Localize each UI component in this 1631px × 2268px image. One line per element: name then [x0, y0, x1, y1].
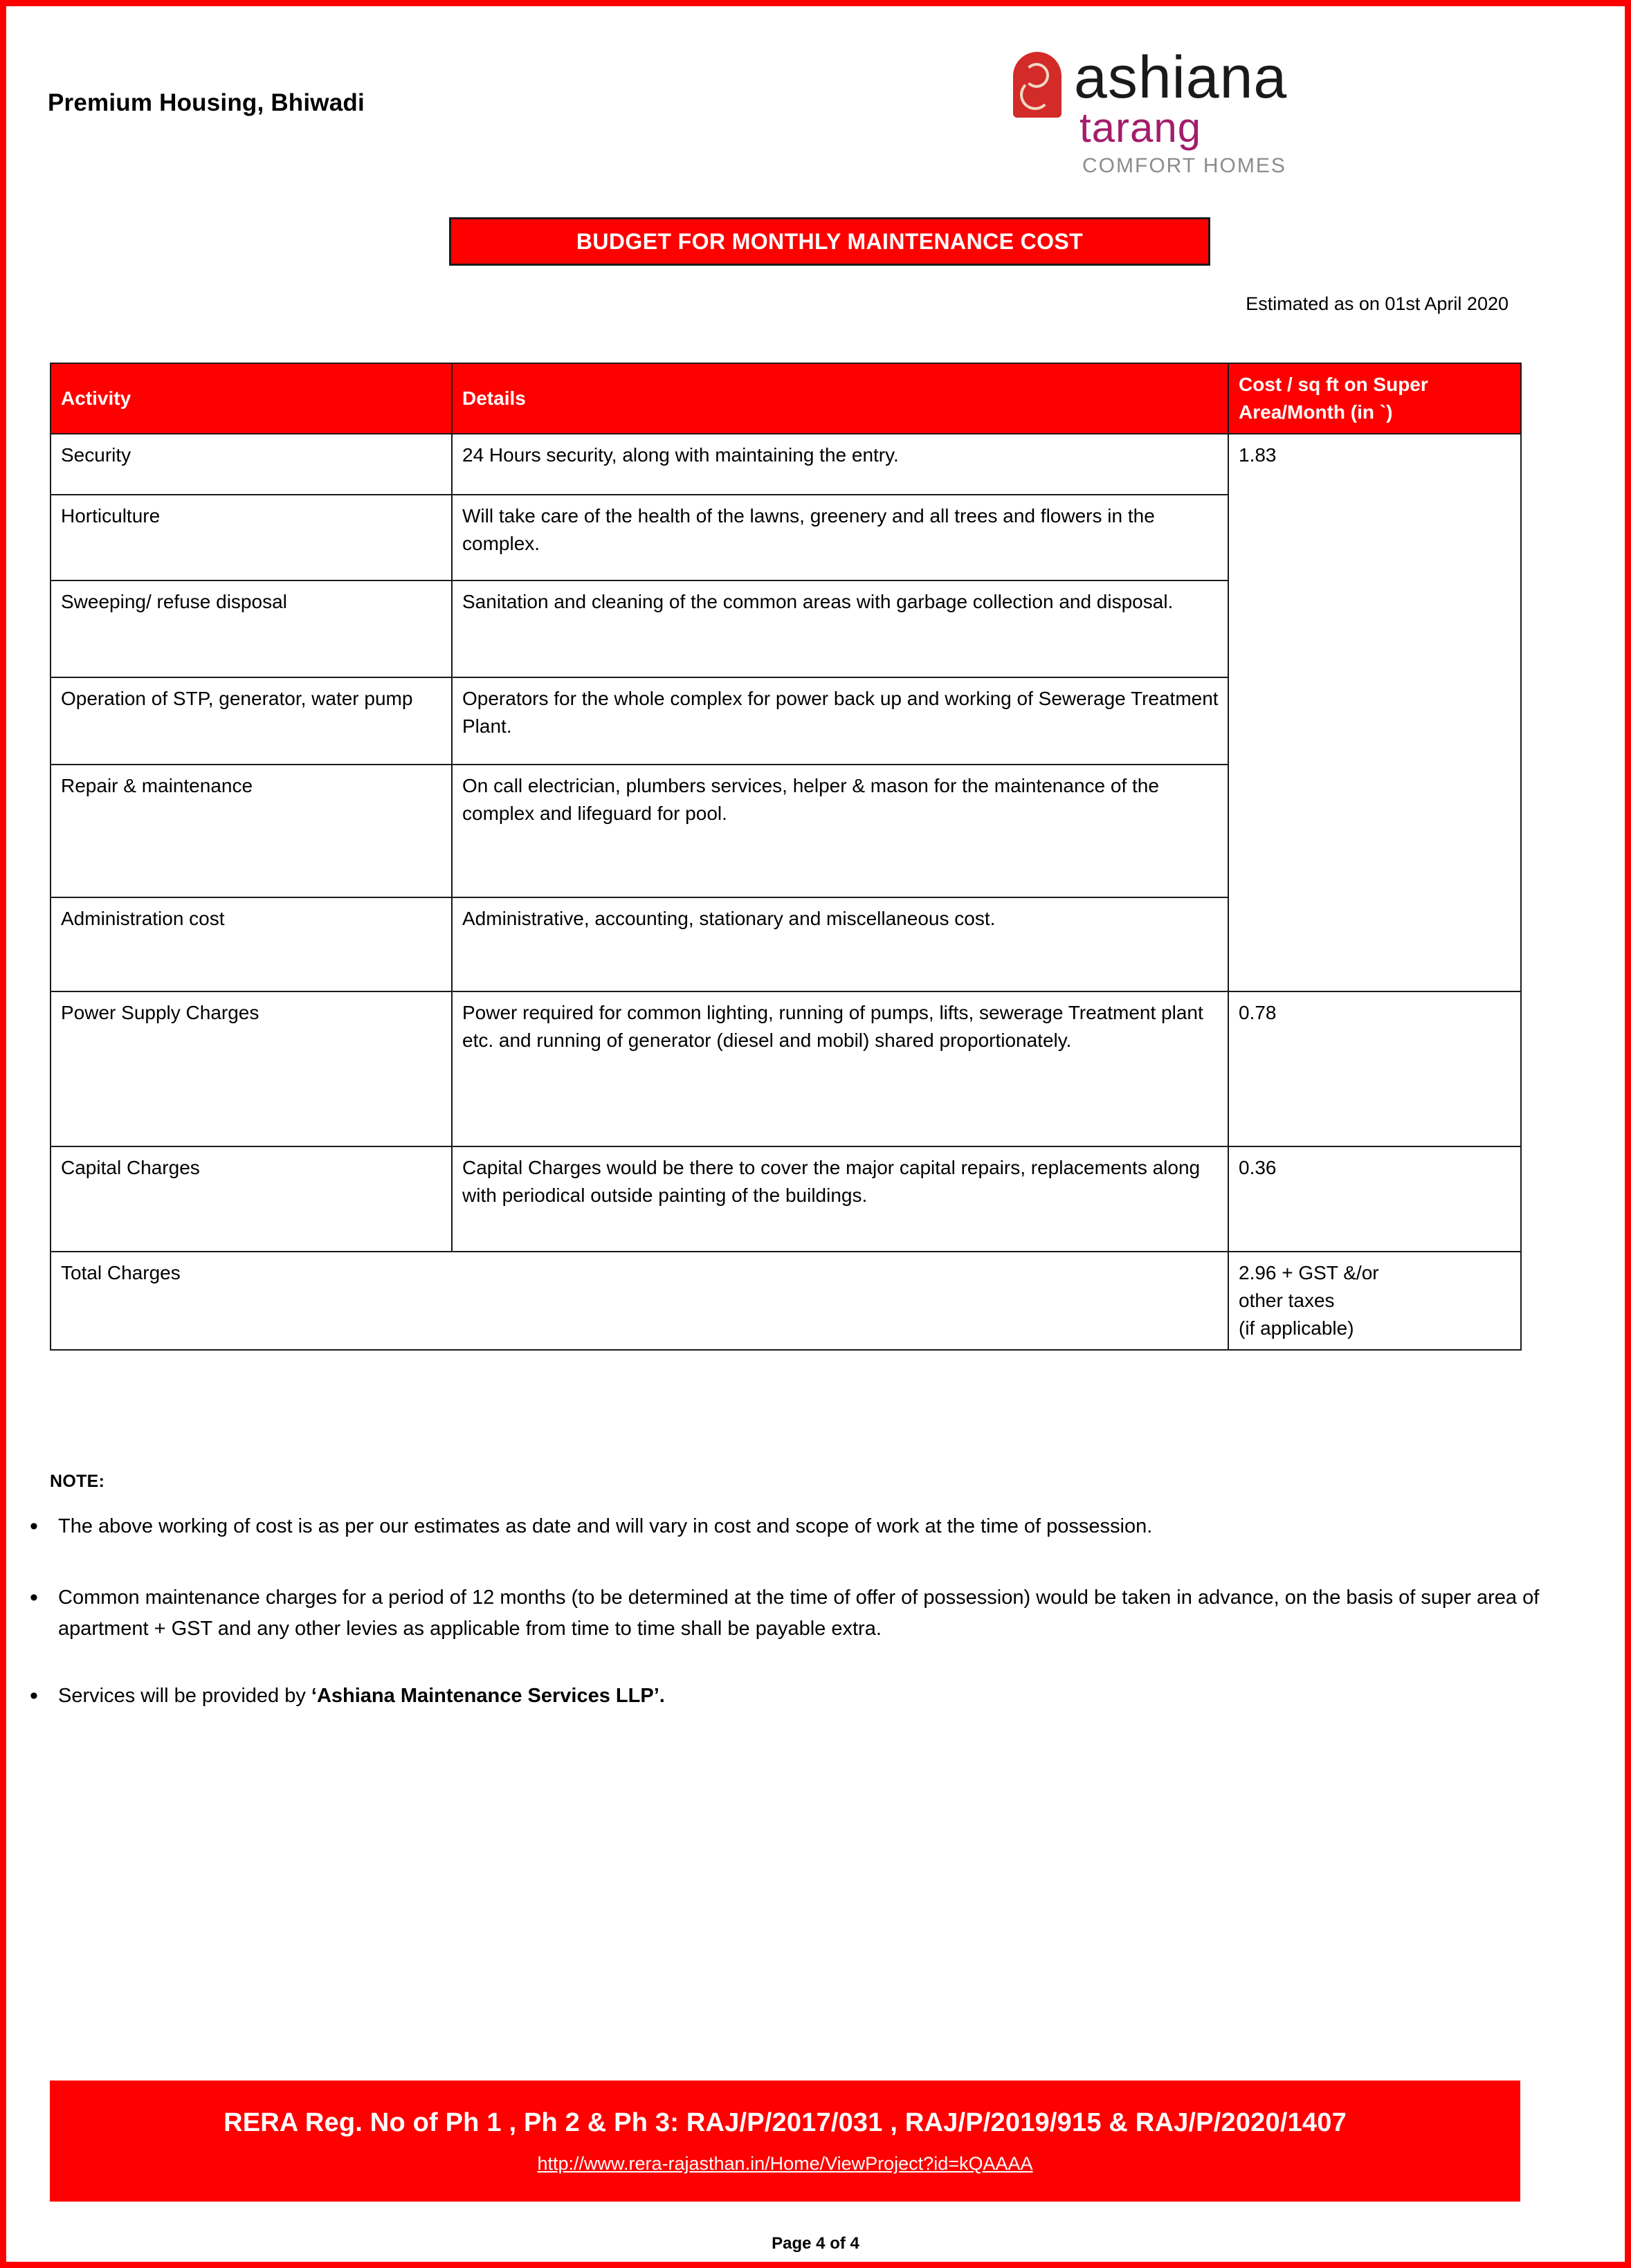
rera-registration-text: RERA Reg. No of Ph 1 , Ph 2 & Ph 3: RAJ/P/2017/031 , RAJ/P/2019/915 & RAJ/P/2020/1407: [224, 2107, 1347, 2137]
bullet-icon: •: [30, 1513, 38, 1539]
estimated-as-on-text: Estimated as on 01st April 2020: [1246, 293, 1509, 314]
cell-activity: Repair & maintenance: [51, 765, 452, 897]
list-item: [20, 1681, 1591, 1712]
logo-tagline: COMFORT HOMES: [1082, 154, 1286, 177]
budget-title-banner: [449, 217, 1210, 266]
page-number: Page 4 of 4: [772, 2234, 859, 2253]
total-charges-label: Total Charges: [51, 1252, 1228, 1350]
cell-activity: Capital Charges: [51, 1146, 452, 1252]
note-heading: NOTE:: [50, 1472, 105, 1491]
note-text: Common maintenance charges for a period of 12 months (to be determined at the time of offer of possession) would be taken in advance, on the basis of super area of apartment + GST and any other levies as applicable from time to time shall be payable extra.: [58, 1586, 1540, 1640]
column-header-cost-line2: Area/Month (in `): [1239, 401, 1393, 423]
table-header-row: [51, 363, 1521, 434]
list-item: [20, 1582, 1591, 1645]
budget-title-text: BUDGET FOR MONTHLY MAINTENANCE COST: [576, 228, 1084, 254]
table-row: [51, 1146, 1521, 1252]
note-text: The above working of cost is as per our estimates as date and will vary in cost and scope of work at the time of possession.: [58, 1515, 1153, 1537]
page-title: Premium Housing, Bhiwadi: [48, 89, 365, 116]
cell-details: Sanitation and cleaning of the common areas with garbage collection and disposal.: [452, 580, 1228, 677]
maintenance-cost-table: [50, 363, 1522, 1351]
cell-activity: Power Supply Charges: [51, 991, 452, 1146]
rera-banner: [50, 2080, 1520, 2202]
cell-activity: Security: [51, 434, 452, 495]
cell-activity: Horticulture: [51, 495, 452, 580]
logo-sub-brand-name: tarang: [1079, 104, 1202, 151]
column-header-activity: Activity: [51, 363, 452, 434]
logo-brand-name: ashiana: [1074, 44, 1288, 111]
cell-details: Capital Charges would be there to cover the major capital repairs, replacements along with periodical outside painting of the buildings.: [452, 1146, 1228, 1252]
cell-cost-group1: 1.83: [1228, 434, 1521, 991]
ashiana-logo-mark-icon: [1013, 52, 1061, 118]
rera-project-link[interactable]: http://www.rera-rajasthan.in/Home/ViewProject?id=kQAAAA: [537, 2152, 1033, 2174]
ashiana-tarang-logo: [1013, 33, 1497, 192]
cell-cost-capital: 0.36: [1228, 1146, 1521, 1252]
column-header-cost-line1: Cost / sq ft on Super: [1239, 374, 1428, 396]
cell-details: 24 Hours security, along with maintaining the entry.: [452, 434, 1228, 495]
bullet-icon: •: [30, 1682, 38, 1709]
cell-details: Power required for common lighting, running of pumps, lifts, sewerage Treatment plant etc. and running of generator (diesel and mobil) shared proportionately.: [452, 991, 1228, 1146]
table-total-row: [51, 1252, 1521, 1350]
total-value-line2: other taxes: [1239, 1289, 1335, 1311]
note-text-entity: ‘Ashiana Maintenance Services LLP’.: [311, 1684, 665, 1707]
cell-activity: Sweeping/ refuse disposal: [51, 580, 452, 677]
column-header-details: Details: [452, 363, 1228, 434]
cell-details: Will take care of the health of the lawns, greenery and all trees and flowers in the complex.: [452, 495, 1228, 580]
list-item: [20, 1511, 1591, 1542]
table-row: [51, 434, 1521, 495]
cell-activity: Administration cost: [51, 897, 452, 991]
cell-details: Administrative, accounting, stationary and miscellaneous cost.: [452, 897, 1228, 991]
cell-details: On call electrician, plumbers services, helper & mason for the maintenance of the complex and lifeguard for pool.: [452, 765, 1228, 897]
page-header: [6, 6, 1625, 207]
cell-cost-power-supply: 0.78: [1228, 991, 1521, 1146]
total-value-line1: 2.96 + GST &/or: [1239, 1262, 1379, 1283]
notes-list: [20, 1511, 1591, 1752]
cell-activity: Operation of STP, generator, water pump: [51, 677, 452, 765]
cell-details: Operators for the whole complex for power back up and working of Sewerage Treatment Plant.: [452, 677, 1228, 765]
column-header-cost: [1228, 363, 1521, 434]
table-row: [51, 991, 1521, 1146]
total-charges-value: [1228, 1252, 1521, 1350]
bullet-icon: •: [30, 1584, 38, 1611]
total-value-line3: (if applicable): [1239, 1317, 1354, 1339]
note-text-prefix: Services will be provided by: [58, 1684, 311, 1707]
